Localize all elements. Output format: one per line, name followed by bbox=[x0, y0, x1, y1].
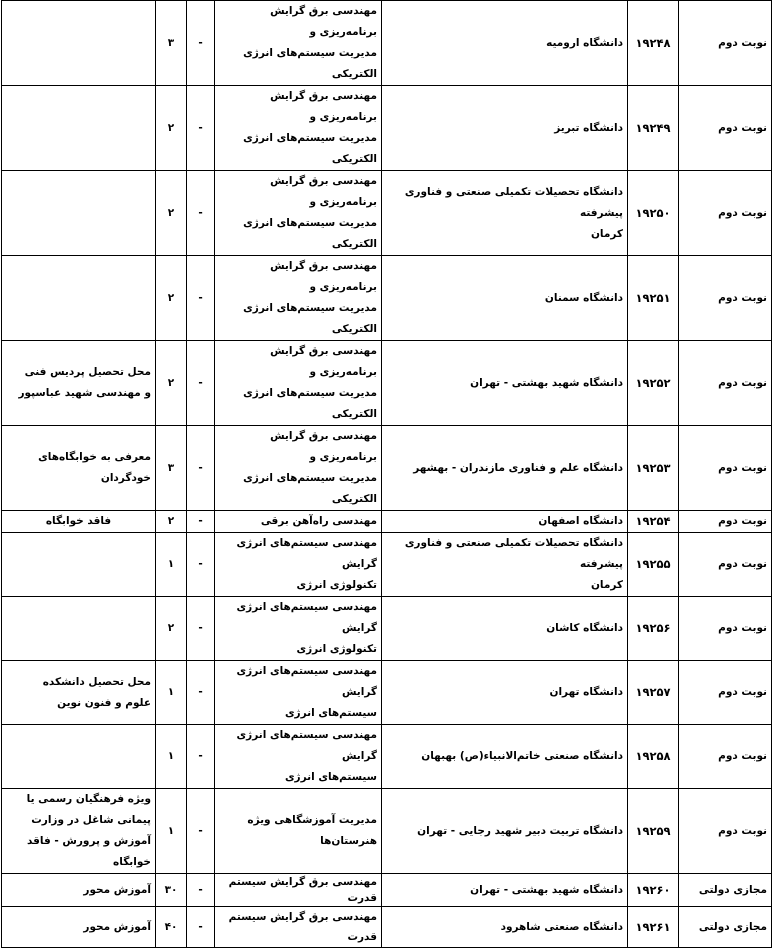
capacity-cell: ۲ bbox=[156, 86, 187, 171]
field-cell bbox=[215, 597, 382, 661]
table-row bbox=[2, 86, 772, 171]
notes-cell bbox=[2, 256, 156, 341]
field-line: تکنولوژی انرژی bbox=[296, 643, 377, 655]
table-row bbox=[2, 874, 772, 907]
table-row bbox=[2, 426, 772, 511]
field-line: مهندسی برق گرایش برنامه‌ریزی و bbox=[270, 175, 377, 208]
turn-cell: نوبت دوم bbox=[679, 171, 772, 256]
admissions-table bbox=[1, 0, 772, 948]
code-cell: ۱۹۲۶۰ bbox=[628, 874, 679, 907]
capacity-cell: ۴۰ bbox=[156, 907, 187, 948]
field-cell bbox=[215, 1, 382, 86]
code-cell: ۱۹۲۵۰ bbox=[628, 171, 679, 256]
dash-cell: - bbox=[187, 86, 215, 171]
dash-cell: - bbox=[187, 256, 215, 341]
notes-line: محل تحصیل پردیس فنی bbox=[24, 366, 151, 378]
code-cell: ۱۹۲۵۷ bbox=[628, 661, 679, 725]
capacity-cell: ۳ bbox=[156, 1, 187, 86]
capacity-cell: ۲ bbox=[156, 597, 187, 661]
dash-cell: - bbox=[187, 341, 215, 426]
notes-line: و مهندسی شهید عباسپور bbox=[18, 387, 151, 399]
dash-cell: - bbox=[187, 907, 215, 948]
university-cell: دانشگاه سمنان bbox=[382, 256, 628, 341]
dash-cell: - bbox=[187, 511, 215, 533]
field-line: مدیریت سیستم‌های انرژی الکتریکی bbox=[243, 302, 377, 335]
field-cell: مهندسی برق گرایش سیستم قدرت bbox=[215, 874, 382, 907]
dash-cell: - bbox=[187, 426, 215, 511]
university-cell: دانشگاه ارومیه bbox=[382, 1, 628, 86]
code-cell: ۱۹۲۵۶ bbox=[628, 597, 679, 661]
university-line: کرمان bbox=[590, 227, 623, 240]
code-cell: ۱۹۲۵۴ bbox=[628, 511, 679, 533]
university-cell: دانشگاه علم و فناوری مازندران - بهشهر bbox=[382, 426, 628, 511]
turn-cell: مجازی دولتی bbox=[679, 874, 772, 907]
notes-cell bbox=[2, 341, 156, 426]
notes-cell bbox=[2, 533, 156, 597]
university-cell: دانشگاه تهران bbox=[382, 661, 628, 725]
field-line: مهندسی برق گرایش برنامه‌ریزی و bbox=[270, 90, 377, 123]
dash-cell: - bbox=[187, 1, 215, 86]
turn-cell: نوبت دوم bbox=[679, 789, 772, 874]
notes-cell bbox=[2, 426, 156, 511]
capacity-cell: ۲ bbox=[156, 511, 187, 533]
notes-line: آموزش و پرورش - فاقد bbox=[26, 835, 151, 847]
notes-line: ویژه فرهنگیان رسمی یا bbox=[26, 793, 151, 805]
turn-cell: نوبت دوم bbox=[679, 725, 772, 789]
university-cell: دانشگاه شهید بهشتی - تهران bbox=[382, 341, 628, 426]
turn-cell: نوبت دوم bbox=[679, 533, 772, 597]
table-row bbox=[2, 907, 772, 948]
turn-cell: نوبت دوم bbox=[679, 1, 772, 86]
table-row bbox=[2, 725, 772, 789]
field-line: مهندسی سیستم‌های انرژی گرایش bbox=[236, 665, 377, 698]
table-row bbox=[2, 256, 772, 341]
field-line: مدیریت سیستم‌های انرژی الکتریکی bbox=[243, 217, 377, 250]
field-line: مدیریت سیستم‌های انرژی الکتریکی bbox=[243, 47, 377, 80]
university-cell: دانشگاه کاشان bbox=[382, 597, 628, 661]
notes-cell: آموزش محور bbox=[2, 874, 156, 907]
code-cell: ۱۹۲۵۳ bbox=[628, 426, 679, 511]
field-cell: مهندسی برق گرایش سیستم قدرت bbox=[215, 907, 382, 948]
field-line: مدیریت سیستم‌های انرژی الکتریکی bbox=[243, 387, 377, 420]
dash-cell: - bbox=[187, 789, 215, 874]
turn-cell: نوبت دوم bbox=[679, 511, 772, 533]
field-cell bbox=[215, 171, 382, 256]
capacity-cell: ۱ bbox=[156, 661, 187, 725]
capacity-cell: ۳۰ bbox=[156, 874, 187, 907]
field-cell bbox=[215, 256, 382, 341]
code-cell: ۱۹۲۵۹ bbox=[628, 789, 679, 874]
field-cell: مدیریت آموزشگاهی ویژه هنرستان‌ها bbox=[215, 789, 382, 874]
capacity-cell: ۱ bbox=[156, 533, 187, 597]
capacity-cell: ۱ bbox=[156, 789, 187, 874]
university-cell: دانشگاه صنعتی شاهرود bbox=[382, 907, 628, 948]
turn-cell: نوبت دوم bbox=[679, 86, 772, 171]
field-line: سیستم‌های انرژی bbox=[284, 707, 377, 719]
notes-cell bbox=[2, 661, 156, 725]
university-cell bbox=[382, 533, 628, 597]
field-cell bbox=[215, 533, 382, 597]
table-row bbox=[2, 171, 772, 256]
capacity-cell: ۲ bbox=[156, 256, 187, 341]
code-cell: ۱۹۲۴۸ bbox=[628, 1, 679, 86]
code-cell: ۱۹۲۵۱ bbox=[628, 256, 679, 341]
notes-cell bbox=[2, 725, 156, 789]
dash-cell: - bbox=[187, 661, 215, 725]
field-line: مهندسی برق گرایش برنامه‌ریزی و bbox=[270, 430, 377, 463]
table-row bbox=[2, 597, 772, 661]
field-cell bbox=[215, 341, 382, 426]
university-line: دانشگاه تحصیلات تکمیلی صنعتی و فناوری پیشرفته bbox=[404, 537, 623, 570]
notes-cell bbox=[2, 171, 156, 256]
code-cell: ۱۹۲۵۸ bbox=[628, 725, 679, 789]
field-line: مهندسی برق گرایش برنامه‌ریزی و bbox=[270, 345, 377, 378]
field-cell bbox=[215, 661, 382, 725]
university-cell: دانشگاه شهید بهشتی - تهران bbox=[382, 874, 628, 907]
field-line: مهندسی سیستم‌های انرژی گرایش bbox=[236, 729, 377, 762]
field-line: مهندسی برق گرایش برنامه‌ریزی و bbox=[270, 5, 377, 38]
capacity-cell: ۲ bbox=[156, 341, 187, 426]
university-cell: دانشگاه اصفهان bbox=[382, 511, 628, 533]
notes-cell: آموزش محور bbox=[2, 907, 156, 948]
field-cell bbox=[215, 86, 382, 171]
notes-line: محل تحصیل دانشکده bbox=[42, 675, 151, 688]
university-cell bbox=[382, 171, 628, 256]
notes-line: خودگردان bbox=[100, 472, 151, 484]
code-cell: ۱۹۲۴۹ bbox=[628, 86, 679, 171]
table-row bbox=[2, 341, 772, 426]
table-row bbox=[2, 789, 772, 874]
turn-cell: نوبت دوم bbox=[679, 341, 772, 426]
code-cell: ۱۹۲۶۱ bbox=[628, 907, 679, 948]
table-row bbox=[2, 511, 772, 533]
university-line: دانشگاه تحصیلات تکمیلی صنعتی و فناوری پیشرفته bbox=[404, 185, 623, 219]
table-row bbox=[2, 661, 772, 725]
turn-cell: نوبت دوم bbox=[679, 426, 772, 511]
dash-cell: - bbox=[187, 597, 215, 661]
notes-line: خوابگاه bbox=[113, 856, 151, 868]
field-line: مهندسی سیستم‌های انرژی گرایش bbox=[236, 601, 377, 634]
university-line: کرمان bbox=[590, 579, 623, 591]
notes-cell: فاقد خوابگاه bbox=[2, 511, 156, 533]
university-cell: دانشگاه تربیت دبیر شهید رجایی - تهران bbox=[382, 789, 628, 874]
turn-cell: مجازی دولتی bbox=[679, 907, 772, 948]
university-cell: دانشگاه تبریز bbox=[382, 86, 628, 171]
notes-cell bbox=[2, 789, 156, 874]
dash-cell: - bbox=[187, 874, 215, 907]
dash-cell: - bbox=[187, 725, 215, 789]
capacity-cell: ۲ bbox=[156, 171, 187, 256]
code-cell: ۱۹۲۵۵ bbox=[628, 533, 679, 597]
university-cell: دانشگاه صنعتی خاتم‌الانبیاء(ص) بهبهان bbox=[382, 725, 628, 789]
capacity-cell: ۳ bbox=[156, 426, 187, 511]
notes-cell bbox=[2, 1, 156, 86]
notes-line: علوم و فنون نوین bbox=[57, 696, 151, 709]
table-row bbox=[2, 1, 772, 86]
dash-cell: - bbox=[187, 171, 215, 256]
notes-line: معرفی به خوابگاه‌های bbox=[38, 451, 151, 463]
field-line: مدیریت سیستم‌های انرژی الکتریکی bbox=[243, 472, 377, 505]
notes-line: پیمانی شاغل در وزارت bbox=[31, 814, 151, 826]
turn-cell: نوبت دوم bbox=[679, 661, 772, 725]
turn-cell: نوبت دوم bbox=[679, 256, 772, 341]
field-cell bbox=[215, 426, 382, 511]
dash-cell: - bbox=[187, 533, 215, 597]
code-cell: ۱۹۲۵۲ bbox=[628, 341, 679, 426]
notes-cell bbox=[2, 86, 156, 171]
field-line: تکنولوژی انرژی bbox=[296, 579, 377, 591]
field-line: سیستم‌های انرژی bbox=[284, 771, 377, 783]
notes-cell bbox=[2, 597, 156, 661]
field-line: مهندسی سیستم‌های انرژی گرایش bbox=[236, 537, 377, 570]
field-cell bbox=[215, 725, 382, 789]
turn-cell: نوبت دوم bbox=[679, 597, 772, 661]
field-line: مدیریت سیستم‌های انرژی الکتریکی bbox=[243, 132, 377, 165]
table-row bbox=[2, 533, 772, 597]
capacity-cell: ۱ bbox=[156, 725, 187, 789]
field-line: مهندسی برق گرایش برنامه‌ریزی و bbox=[270, 260, 377, 293]
field-cell: مهندسی راه‌آهن برقی bbox=[215, 511, 382, 533]
